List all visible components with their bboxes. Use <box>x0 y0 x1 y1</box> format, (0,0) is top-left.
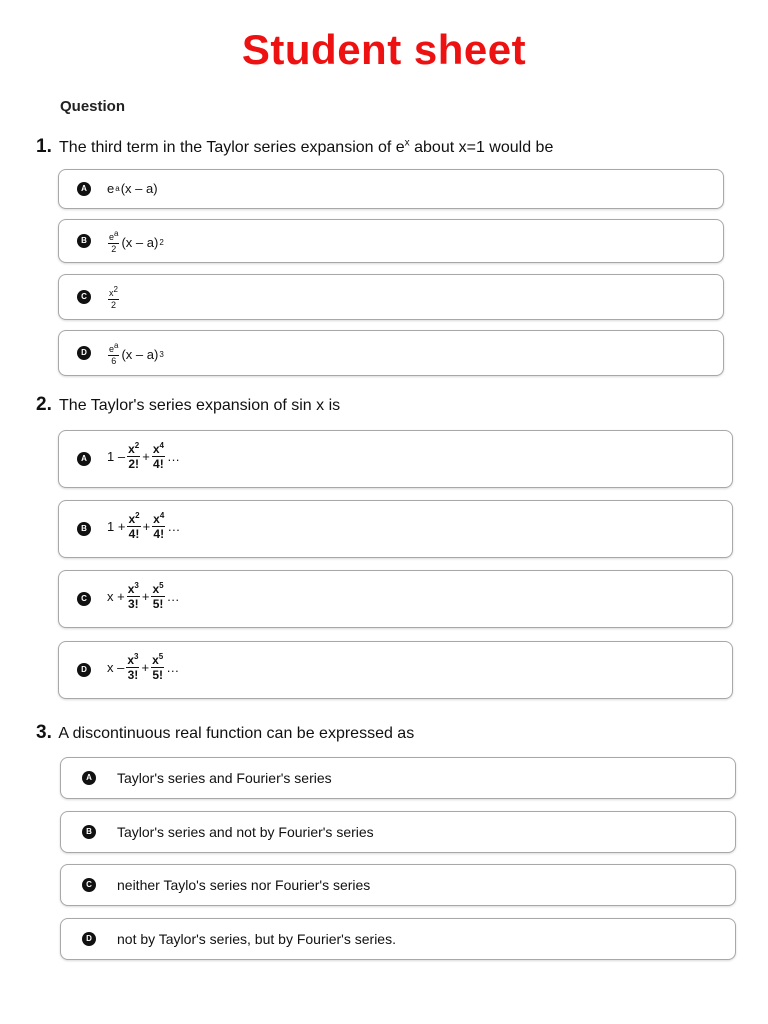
option-letter-badge: A <box>77 452 91 466</box>
q1-option-c[interactable] <box>58 274 724 320</box>
option-math: $\frac{e^a}{6}$ (x – a) 3 <box>109 341 164 366</box>
question-1 <box>36 136 553 158</box>
option-letter-badge: A <box>82 771 96 785</box>
option-letter-badge: B <box>77 522 91 536</box>
q1-option-b[interactable] <box>58 219 724 263</box>
option-text: Taylor's series and Fourier's series <box>117 770 332 786</box>
option-letter-badge: B <box>77 234 91 248</box>
q2-option-d[interactable] <box>58 641 733 699</box>
option-letter-badge: C <box>77 290 91 304</box>
option-text: Taylor's series and not by Fourier's series <box>117 824 374 840</box>
q3-option-a[interactable] <box>60 757 736 799</box>
option-letter-badge: C <box>82 878 96 892</box>
option-text: neither Taylo's series nor Fourier's series <box>117 877 371 893</box>
q3-option-c[interactable] <box>60 864 736 906</box>
question-number: 1. <box>36 136 52 157</box>
option-math: e a (x – a) <box>107 181 158 196</box>
q2-option-a[interactable] <box>58 430 733 488</box>
option-letter-badge: C <box>77 592 91 606</box>
option-letter-badge: B <box>82 825 96 839</box>
option-letter-badge: D <box>77 663 91 677</box>
option-text: not by Taylor's series, but by Fourier's series. <box>117 931 396 947</box>
question-text: The third term in the Taylor series expansion of $e^x$ about x=1 would be <box>59 137 554 156</box>
option-math: $\frac{x^2}{2}$ <box>109 285 118 310</box>
question-3 <box>36 722 414 744</box>
q1-option-a[interactable] <box>58 169 724 209</box>
question-number: 3. <box>36 722 52 743</box>
option-letter-badge: A <box>77 182 91 196</box>
q1-option-d[interactable] <box>58 330 724 376</box>
q2-option-c[interactable] <box>58 570 733 628</box>
q3-option-b[interactable] <box>60 811 736 853</box>
option-math: 1 – $\frac{x^2}{2!}$ + $\frac{x^4}{4!}$ … <box>107 441 180 471</box>
section-label: Question <box>60 98 126 115</box>
option-math: x – $\frac{x^3}{3!}$ + $\frac{x^5}{5!}$ … <box>107 652 180 682</box>
option-math: 1 + $\frac{x^2}{4!}$ + $\frac{x^4}{4!}$ … <box>107 511 181 541</box>
question-text: A discontinuous real function can be expressed as <box>58 725 415 742</box>
q3-option-d[interactable] <box>60 918 736 960</box>
option-math: $\frac{e^a}{2}$ (x – a) 2 <box>109 229 164 254</box>
q2-option-b[interactable] <box>58 500 733 558</box>
option-letter-badge: D <box>77 346 91 360</box>
question-number: 2. <box>36 394 52 415</box>
option-letter-badge: D <box>82 932 96 946</box>
question-text: The Taylor's series expansion of sin x is <box>59 397 341 414</box>
page-title: Student sheet <box>241 26 527 73</box>
question-2 <box>36 394 340 416</box>
option-math: x + $\frac{x^3}{3!}$ + $\frac{x^5}{5!}$ … <box>107 581 180 611</box>
